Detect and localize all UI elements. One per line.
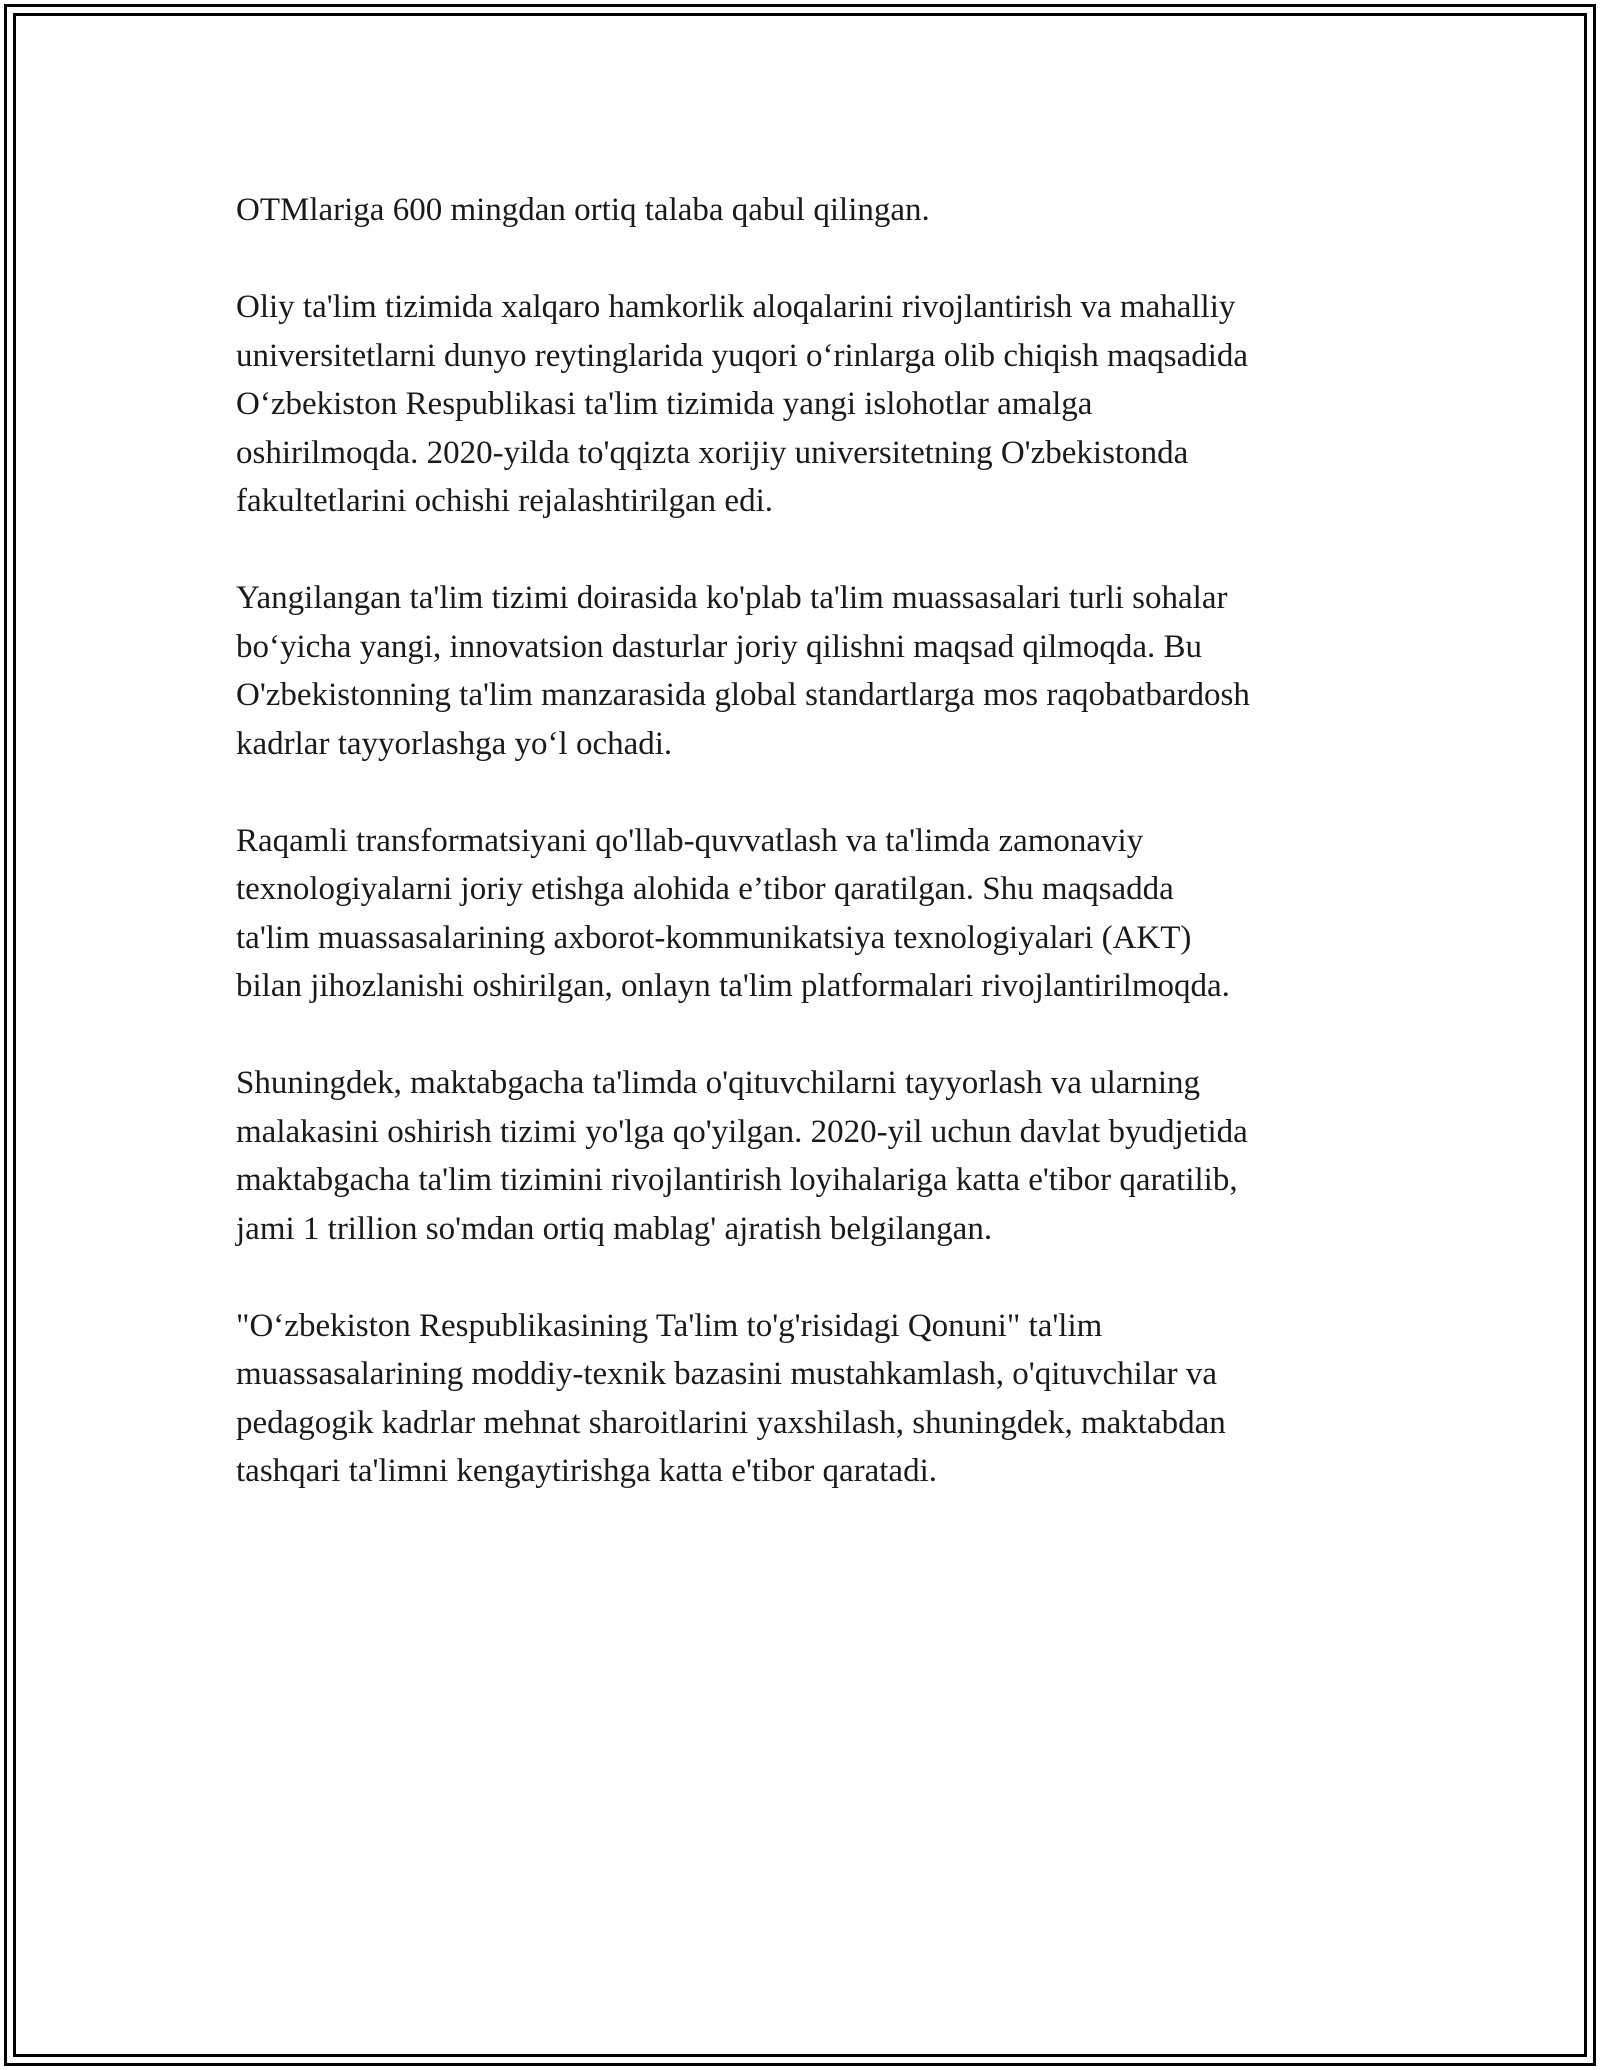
text-line: jami 1 trillion so'mdan ortiq mablag' ajratish belgilangan. bbox=[236, 1210, 993, 1247]
text-line: bilan jihozlanishi oshirilgan, onlayn ta'lim platformalari rivojlantirilmoqda. bbox=[236, 968, 1230, 1004]
text-line: OTMlariga 600 mingdan ortiq talaba qabul qilingan. bbox=[236, 192, 930, 228]
text-line: kadrlar tayyorlashga yo‘l ochadi. bbox=[236, 725, 673, 762]
text-line: O‘zbekiston Respublikasi ta'lim tizimida yangi islohotlar amalga bbox=[236, 386, 1093, 422]
text-line: ta'lim muassasalarining axborot-kommunikatsiya texnologiyalari (AKT) bbox=[236, 919, 1192, 956]
paragraph-4 bbox=[236, 817, 1376, 1011]
text-line: oshirilmoqda. 2020-yilda to'qqizta xorijiy universitetning O'zbekistonda bbox=[236, 434, 1189, 471]
text-line: muassasalarining moddiy-texnik bazasini mustahkamlash, o'qituvchilar va bbox=[236, 1356, 1218, 1392]
text-line: tashqari ta'limni kengaytirishga katta e'tibor qaratadi. bbox=[236, 1453, 937, 1489]
paragraph-6 bbox=[236, 1302, 1376, 1496]
text-line: Yangilangan ta'lim tizimi doirasida ko'plab ta'lim muassasalari turli sohalar bbox=[236, 580, 1228, 616]
text-line: universitetlarni dunyo reytinglarida yuqori o‘rinlarga olib chiqish maqsadida bbox=[236, 337, 1249, 374]
paragraph-1 bbox=[236, 186, 1376, 235]
paragraph-5 bbox=[236, 1059, 1376, 1253]
text-line: Oliy ta'lim tizimida xalqaro hamkorlik aloqalarini rivojlantirish va mahalliy bbox=[236, 289, 1236, 325]
text-line: pedagogik kadrlar mehnat sharoitlarini yaxshilash, shuningdek, maktabdan bbox=[236, 1404, 1226, 1441]
document-body bbox=[236, 186, 1376, 1544]
text-line: maktabgacha ta'lim tizimini rivojlantirish loyihalariga katta e'tibor qaratilib, bbox=[236, 1162, 1238, 1198]
text-line: bo‘yicha yangi, innovatsion dasturlar joriy qilishni maqsad qilmoqda. Bu bbox=[236, 628, 1203, 665]
text-line: Shuningdek, maktabgacha ta'limda o'qituvchilarni tayyorlash va ularning bbox=[236, 1065, 1201, 1101]
paragraph-3 bbox=[236, 574, 1376, 768]
text-line: malakasini oshirish tizimi yo'lga qo'yilgan. 2020-yil uchun davlat byudjetida bbox=[236, 1113, 1248, 1150]
text-line: texnologiyalarni joriy etishga alohida e’tibor qaratilgan. Shu maqsadda bbox=[236, 871, 1174, 907]
text-line: "O‘zbekiston Respublikasining Ta'lim to'g'risidagi Qonuni" ta'lim bbox=[236, 1307, 1103, 1344]
text-line: fakultetlarini ochishi rejalashtirilgan edi. bbox=[236, 483, 773, 519]
text-line: O'zbekistonning ta'lim manzarasida global standartlarga mos raqobatbardosh bbox=[236, 677, 1250, 713]
text-line: Raqamli transformatsiyani qo'llab-quvvatlash va ta'limda zamonaviy bbox=[236, 822, 1144, 859]
paragraph-2 bbox=[236, 283, 1376, 526]
